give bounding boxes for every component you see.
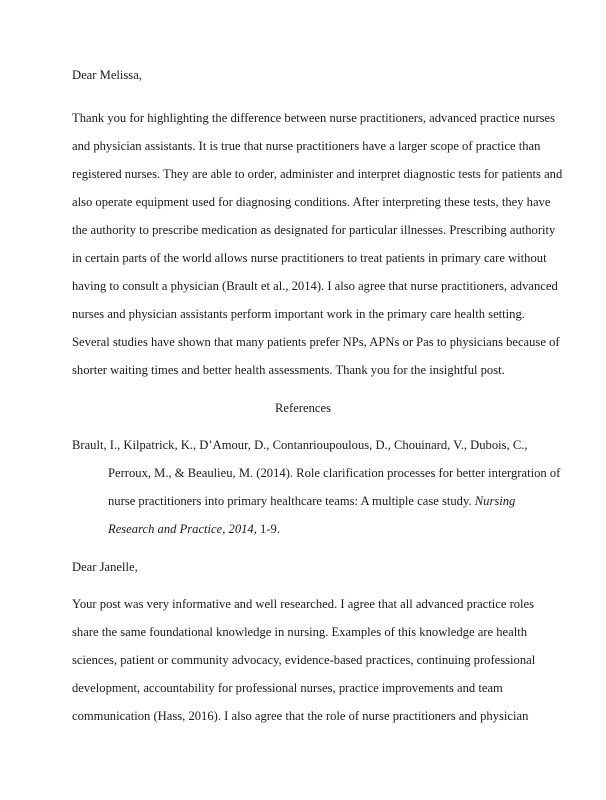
body-line: registered nurses. They are able to order, administer and interpret diagnostic tests for patients and <box>72 167 563 181</box>
body-line: Your post was very informative and well researched. I agree that all advanced practice roles <box>72 597 535 611</box>
salutation-janelle: Dear Janelle, <box>72 560 138 574</box>
journal-title-volume: Research and Practice, 2014 <box>108 522 254 536</box>
body-line: the authority to prescribe medication as designated for particular illnesses. Prescribing authority <box>72 223 556 237</box>
body-line: nurses and physician assistants perform important work in the primary care health setting. <box>72 307 525 321</box>
reference-line: Brault, I., Kilpatrick, K., D’Amour, D., Contanrioupoulous, D., Chouinard, V., Dubois, C., <box>72 438 528 452</box>
body-line: development, accountability for professional nurses, practice improvements and team <box>72 681 503 695</box>
body-line: having to consult a physician (Brault et al., 2014). I also agree that nurse practitioners, advanced <box>72 279 558 293</box>
body-line: Thank you for highlighting the difference between nurse practitioners, advanced practice nurses <box>72 111 556 125</box>
body-line: shorter waiting times and better health assessments. Thank you for the insightful post. <box>72 363 505 377</box>
salutation-melissa: Dear Melissa, <box>72 68 142 82</box>
reference-line: Perroux, M., & Beaulieu, M. (2014). Role clarification processes for better intergration of <box>108 466 561 480</box>
body-line: Several studies have shown that many patients prefer NPs, APNs or Pas to physicians because of <box>72 335 560 349</box>
reference-line <box>108 521 280 537</box>
body-line: in certain parts of the world allows nurse practitioners to treat patients in primary care without <box>72 251 547 265</box>
reference-line <box>108 493 515 509</box>
journal-title: Nursing <box>474 494 516 508</box>
body-line: also operate equipment used for diagnosing conditions. After interpreting these tests, they have <box>72 195 551 209</box>
body-line: share the same foundational knowledge in nursing. Examples of this knowledge are health <box>72 625 527 639</box>
body-line: and physician assistants. It is true that nurse practitioners have a larger scope of practice than <box>72 139 541 153</box>
reference-text: nurse practitioners into primary healthcare teams: A multiple case study. <box>108 494 475 508</box>
references-heading: References <box>275 401 331 415</box>
reference-pages: , 1-9. <box>253 522 280 536</box>
body-line: sciences, patient or community advocacy, evidence-based practices, continuing professional <box>72 653 536 667</box>
body-line: communication (Hass, 2016). I also agree that the role of nurse practitioners and physician <box>72 709 529 723</box>
